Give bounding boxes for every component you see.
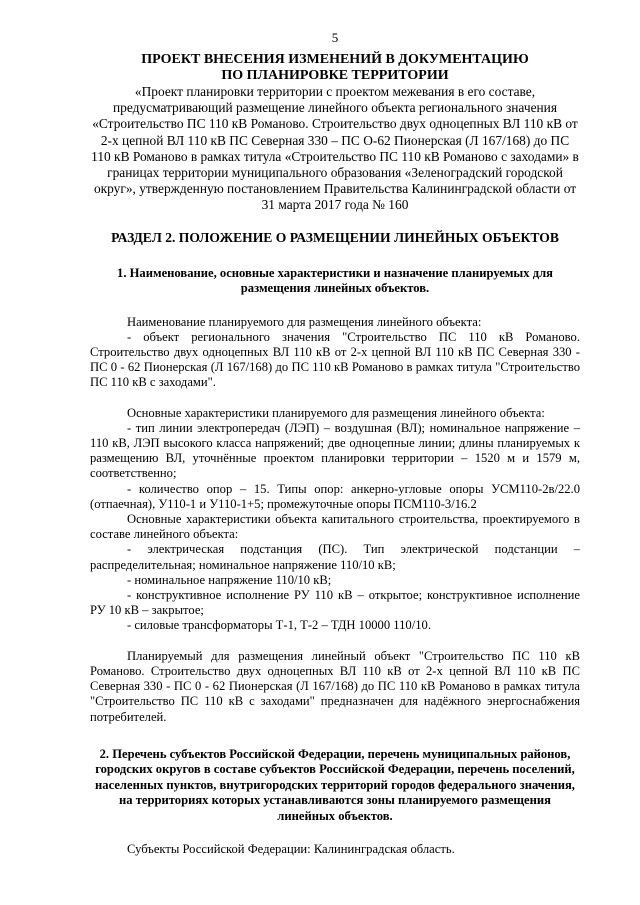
title-line-2: ПО ПЛАНИРОВКЕ ТЕРРИТОРИИ <box>221 68 449 83</box>
characteristics-intro: Основные характеристики планируемого для размещения линейного объекта: <box>127 405 545 420</box>
capital-intro: Основные характеристики объекта капитального строительства, проектируемого в составе линейного объекта: <box>90 512 580 542</box>
subsection-1-title: 1. Наименование, основные характеристики и назначение планируемых для размещения линейных объектов. <box>117 265 553 296</box>
section-title: РАЗДЕЛ 2. ПОЛОЖЕНИЕ О РАЗМЕЩЕНИИ ЛИНЕЙНЫХ ОБЪЕКТОВ <box>111 229 559 245</box>
subjects-text <box>90 842 580 857</box>
capital-item-2: - номинальное напряжение 110/10 кВ; <box>127 572 332 587</box>
name-intro: Наименование планируемого для размещения линейного объекта: <box>127 314 482 329</box>
capital-item-1: - электрическая подстанция (ПС). Тип электрической подстанции – распределительная; номинальное напряжение 110/10 кВ; <box>90 542 580 572</box>
capital-item-4: - силовые трансформаторы Т-1, Т-2 – ТДН 10000 110/10. <box>127 618 431 633</box>
characteristics-item-2: - количество опор – 15. Типы опор: анкерно-угловые опоры УСМ110-2в/22.0 (отпаечная), У110-1 и У110-1+5; промежуточные опоры ПСМ110-3/16.2 <box>90 481 580 511</box>
name-item: - объект регионального значения "Строительство ПС 110 кВ Романово. Строительство двух одноцепных ВЛ 110 кВ от 2-х цепной ВЛ 110 кВ ПС Северная 330 - ПС 0 - 62 Пионерская (Л 167/168) до ПС 110 кВ Романово в рамках титула "Строительство ПС 110 кВ с заходами". <box>90 329 580 390</box>
subsection-2-title: 2. Перечень субъектов Российской Федерации, перечень муниципальных районов, городских округов в составе субъектов Российской Федерации, перечень поселений, населенных пунктов, внутригородских территорий городов федерального значения, на территориях которых устанавливаются зоны планируемого размещения линейных объектов. <box>95 746 575 823</box>
document-subtitle: «Проект планировки территории с проектом межевания в его составе, предусматривающий размещение линейного объекта регионального значения «Строительство ПС 110 кВ Романово. Строительство двух одноцепных ВЛ 110 кВ от 2-х цепной ВЛ 110 кВ ПС Северная 330 – ПС О-62 Пионерская (Л 167/168) до ПС 110 кВ Романово в рамках титула «Строительство ПС 110 кВ Романово с заходами» в границах территории муниципального образования «Зеленоградский городской округ», утвержденную постановлением Правительства Калининградской области от 31 марта 2017 года № 160 <box>91 84 579 213</box>
capital-item-3: - конструктивное исполнение РУ 110 кВ – открытое; конструктивное исполнение РУ 10 кВ – закрытое; <box>90 588 580 618</box>
purpose-paragraph: Планируемый для размещения линейный объект "Строительство ПС 110 кВ Романово. Строительство двух одноцепных ВЛ 110 кВ от 2-х цепной ВЛ 110 кВ ПС Северная 330 - ПС 0 - 62 Пионерская (Л 167/168) до ПС 110 кВ Романово в рамках титула "Строительство ПС 110 кВ с заходами" предназначен для надёжного энергоснабжения потребителей. <box>90 648 580 724</box>
title-line-1: ПРОЕКТ ВНЕСЕНИЯ ИЗМЕНЕНИЙ В ДОКУМЕНТАЦИЮ <box>141 52 529 67</box>
body-text <box>90 315 580 725</box>
document-page <box>90 30 580 857</box>
subjects-paragraph: Субъекты Российской Федерации: Калининградская область. <box>127 842 455 857</box>
document-title <box>90 52 580 84</box>
characteristics-item-1: - тип линии электропередач (ЛЭП) – воздушная (ВЛ); номинальное напряжение – 110 кВ, ЛЭП высокого класса напряжений; две одноцепные линии; длины планируемых к размещению ВЛ, уточнённые проектом планировки территории – 1520 м и 1579 м, соответственно; <box>90 420 580 481</box>
page-number: 5 <box>331 30 339 45</box>
